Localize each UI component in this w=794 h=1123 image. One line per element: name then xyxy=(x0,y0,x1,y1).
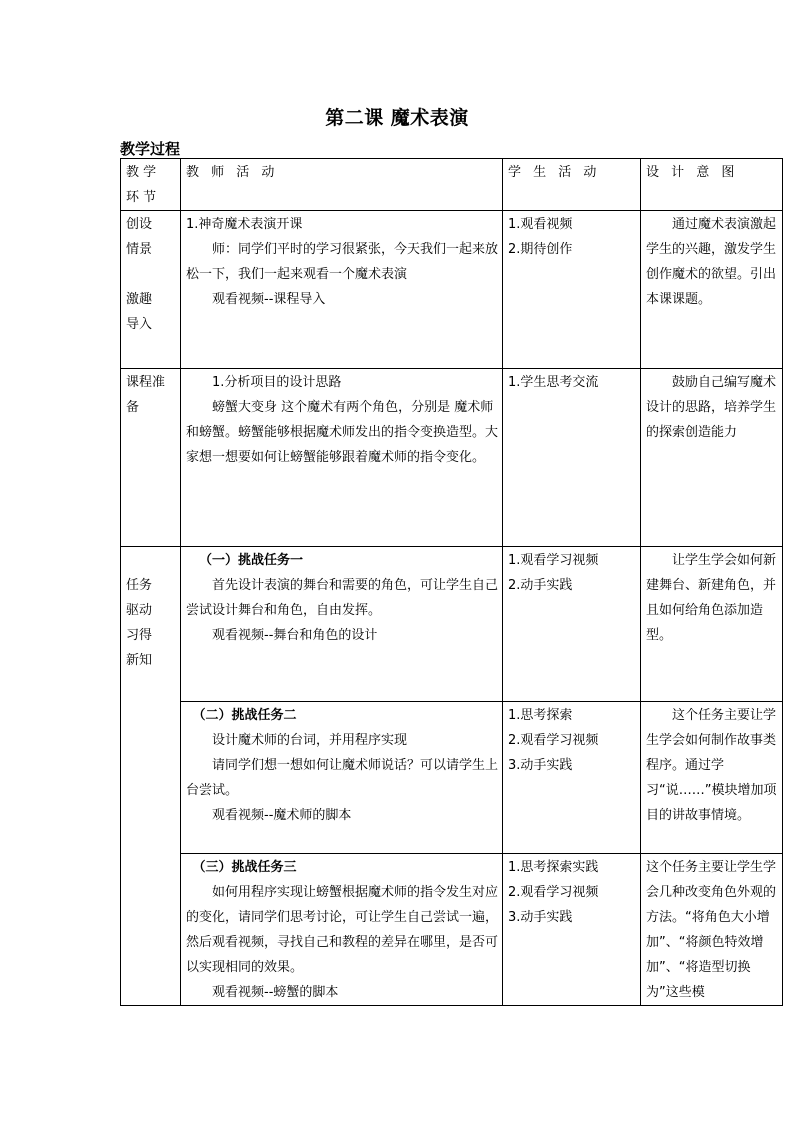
stage-line: 任务 xyxy=(126,578,153,593)
teacher-task3 xyxy=(181,854,503,1006)
stage-line: 情景 xyxy=(126,242,153,257)
student-intro xyxy=(503,211,641,369)
teacher-prep xyxy=(181,369,503,547)
intent-prep xyxy=(641,369,783,547)
intent-task2 xyxy=(641,702,783,854)
teacher-line: 观看视频--螃蟹的脚本 xyxy=(212,985,339,1000)
page-title: 第二课 魔术表演 xyxy=(325,107,469,129)
student-item: 1.思考探索 xyxy=(508,708,573,723)
student-item: 3.动手实践 xyxy=(508,910,573,925)
table-row-task3 xyxy=(121,854,783,1006)
teacher-line: 如何用程序实现让螃蟹根据魔术师的指令发生对应的变化，请同学们思考讨论，可让学生自己尝试一遍，然后观看视频，寻找自己和教程的差异在哪里，是否可以实现相同的效果。 xyxy=(186,885,499,975)
intent-text: 鼓励自己编写魔术设计的思路，培养学生的探索创造能力 xyxy=(646,375,777,440)
intent-text: 这个任务主要让学生学会如何制作故事类程序。通过学习“说……”模块增加项目的讲故事情境。 xyxy=(646,708,777,823)
table-row-prep xyxy=(121,369,783,547)
teacher-line: 观看视频--魔术师的脚本 xyxy=(212,808,352,823)
teacher-line: 1.分析项目的设计思路 xyxy=(212,375,342,390)
task-heading: （一）挑战任务一 xyxy=(199,553,304,568)
intent-text: 让学生学会如何新建舞台、新建角色，并且如何给角色添加造型。 xyxy=(646,553,777,643)
student-item: 2.观看学习视频 xyxy=(508,733,599,748)
stage-line: 课程准 xyxy=(126,375,166,390)
stage-line xyxy=(126,262,176,287)
stage-line: 激趣 xyxy=(126,292,153,307)
student-item: 1.观看学习视频 xyxy=(508,553,599,568)
task-heading: （三）挑战任务三 xyxy=(192,860,297,875)
header-teacher: 教 师 活 动 xyxy=(181,159,503,211)
stage-line: 习得 xyxy=(126,628,153,643)
intent-text: 通过魔术表演激起学生的兴趣，激发学生创作魔术的欲望。引出本课课题。 xyxy=(646,217,777,307)
intent-task3 xyxy=(641,854,783,1006)
lesson-table xyxy=(120,158,783,1006)
student-item: 2.期待创作 xyxy=(508,242,573,257)
teacher-task2 xyxy=(181,702,503,854)
student-prep xyxy=(503,369,641,547)
student-item: 1.学生思考交流 xyxy=(508,375,599,390)
intent-intro xyxy=(641,211,783,369)
teacher-line: 设计魔术师的台词，并用程序实现 xyxy=(212,733,408,748)
header-stage-line1: 教 学 xyxy=(126,165,157,180)
student-item: 1.思考探索实践 xyxy=(508,860,599,875)
header-student: 学 生 活 动 xyxy=(503,159,641,211)
student-task2 xyxy=(503,702,641,854)
table-row-task2 xyxy=(121,702,783,854)
intent-text: 这个任务主要让学生学会几种改变角色外观的方法。“将角色大小增加”、“将颜色特效增加”、“将造型切换为”这些模 xyxy=(646,860,777,1000)
intent-task1 xyxy=(641,547,783,702)
teacher-task1 xyxy=(181,547,503,702)
teacher-line: 螃蟹大变身 这个魔术有两个角色，分别是 魔术师和螃蟹。螃蟹能够根据魔术师发出的指令变换造型。大家想一想要如何让螃蟹能够跟着魔术师的指令变化。 xyxy=(186,400,499,465)
student-item: 2.动手实践 xyxy=(508,578,573,593)
header-intent: 设 计 意 图 xyxy=(641,159,783,211)
teacher-line: 观看视频--舞台和角色的设计 xyxy=(212,628,378,643)
teacher-line: 首先设计表演的舞台和需要的角色，可让学生自己尝试设计舞台和角色，自由发挥。 xyxy=(186,578,499,618)
stage-line: 驱动 xyxy=(126,603,153,618)
stage-tasks xyxy=(121,547,181,1006)
header-stage-line2: 环 节 xyxy=(126,190,157,205)
stage-line: 备 xyxy=(126,400,140,415)
stage-line: 创设 xyxy=(126,217,153,232)
student-task3 xyxy=(503,854,641,1006)
student-item: 2.观看学习视频 xyxy=(508,885,599,900)
student-item: 3.动手实践 xyxy=(508,758,573,773)
task-heading: （二）挑战任务二 xyxy=(192,708,297,723)
stage-line: 导入 xyxy=(126,317,153,332)
header-stage xyxy=(121,159,181,211)
teacher-intro xyxy=(181,211,503,369)
student-task1 xyxy=(503,547,641,702)
section-heading: 教学过程 xyxy=(120,140,181,158)
teacher-line: 师：同学们平时的学习很紧张，今天我们一起来放松一下，我们一起来观看一个魔术表演 xyxy=(186,242,499,282)
table-row-task1 xyxy=(121,547,783,702)
teacher-line: 观看视频--课程导入 xyxy=(212,292,326,307)
teacher-line: 请同学们想一想如何让魔术师说话？可以请学生上台尝试。 xyxy=(186,758,499,798)
teacher-line: 1.神奇魔术表演开课 xyxy=(186,217,303,232)
stage-intro xyxy=(121,211,181,369)
stage-line: 新知 xyxy=(126,653,153,668)
student-item: 1.观看视频 xyxy=(508,217,573,232)
table-row-intro xyxy=(121,211,783,369)
table-header-row xyxy=(121,159,783,211)
stage-prep xyxy=(121,369,181,547)
